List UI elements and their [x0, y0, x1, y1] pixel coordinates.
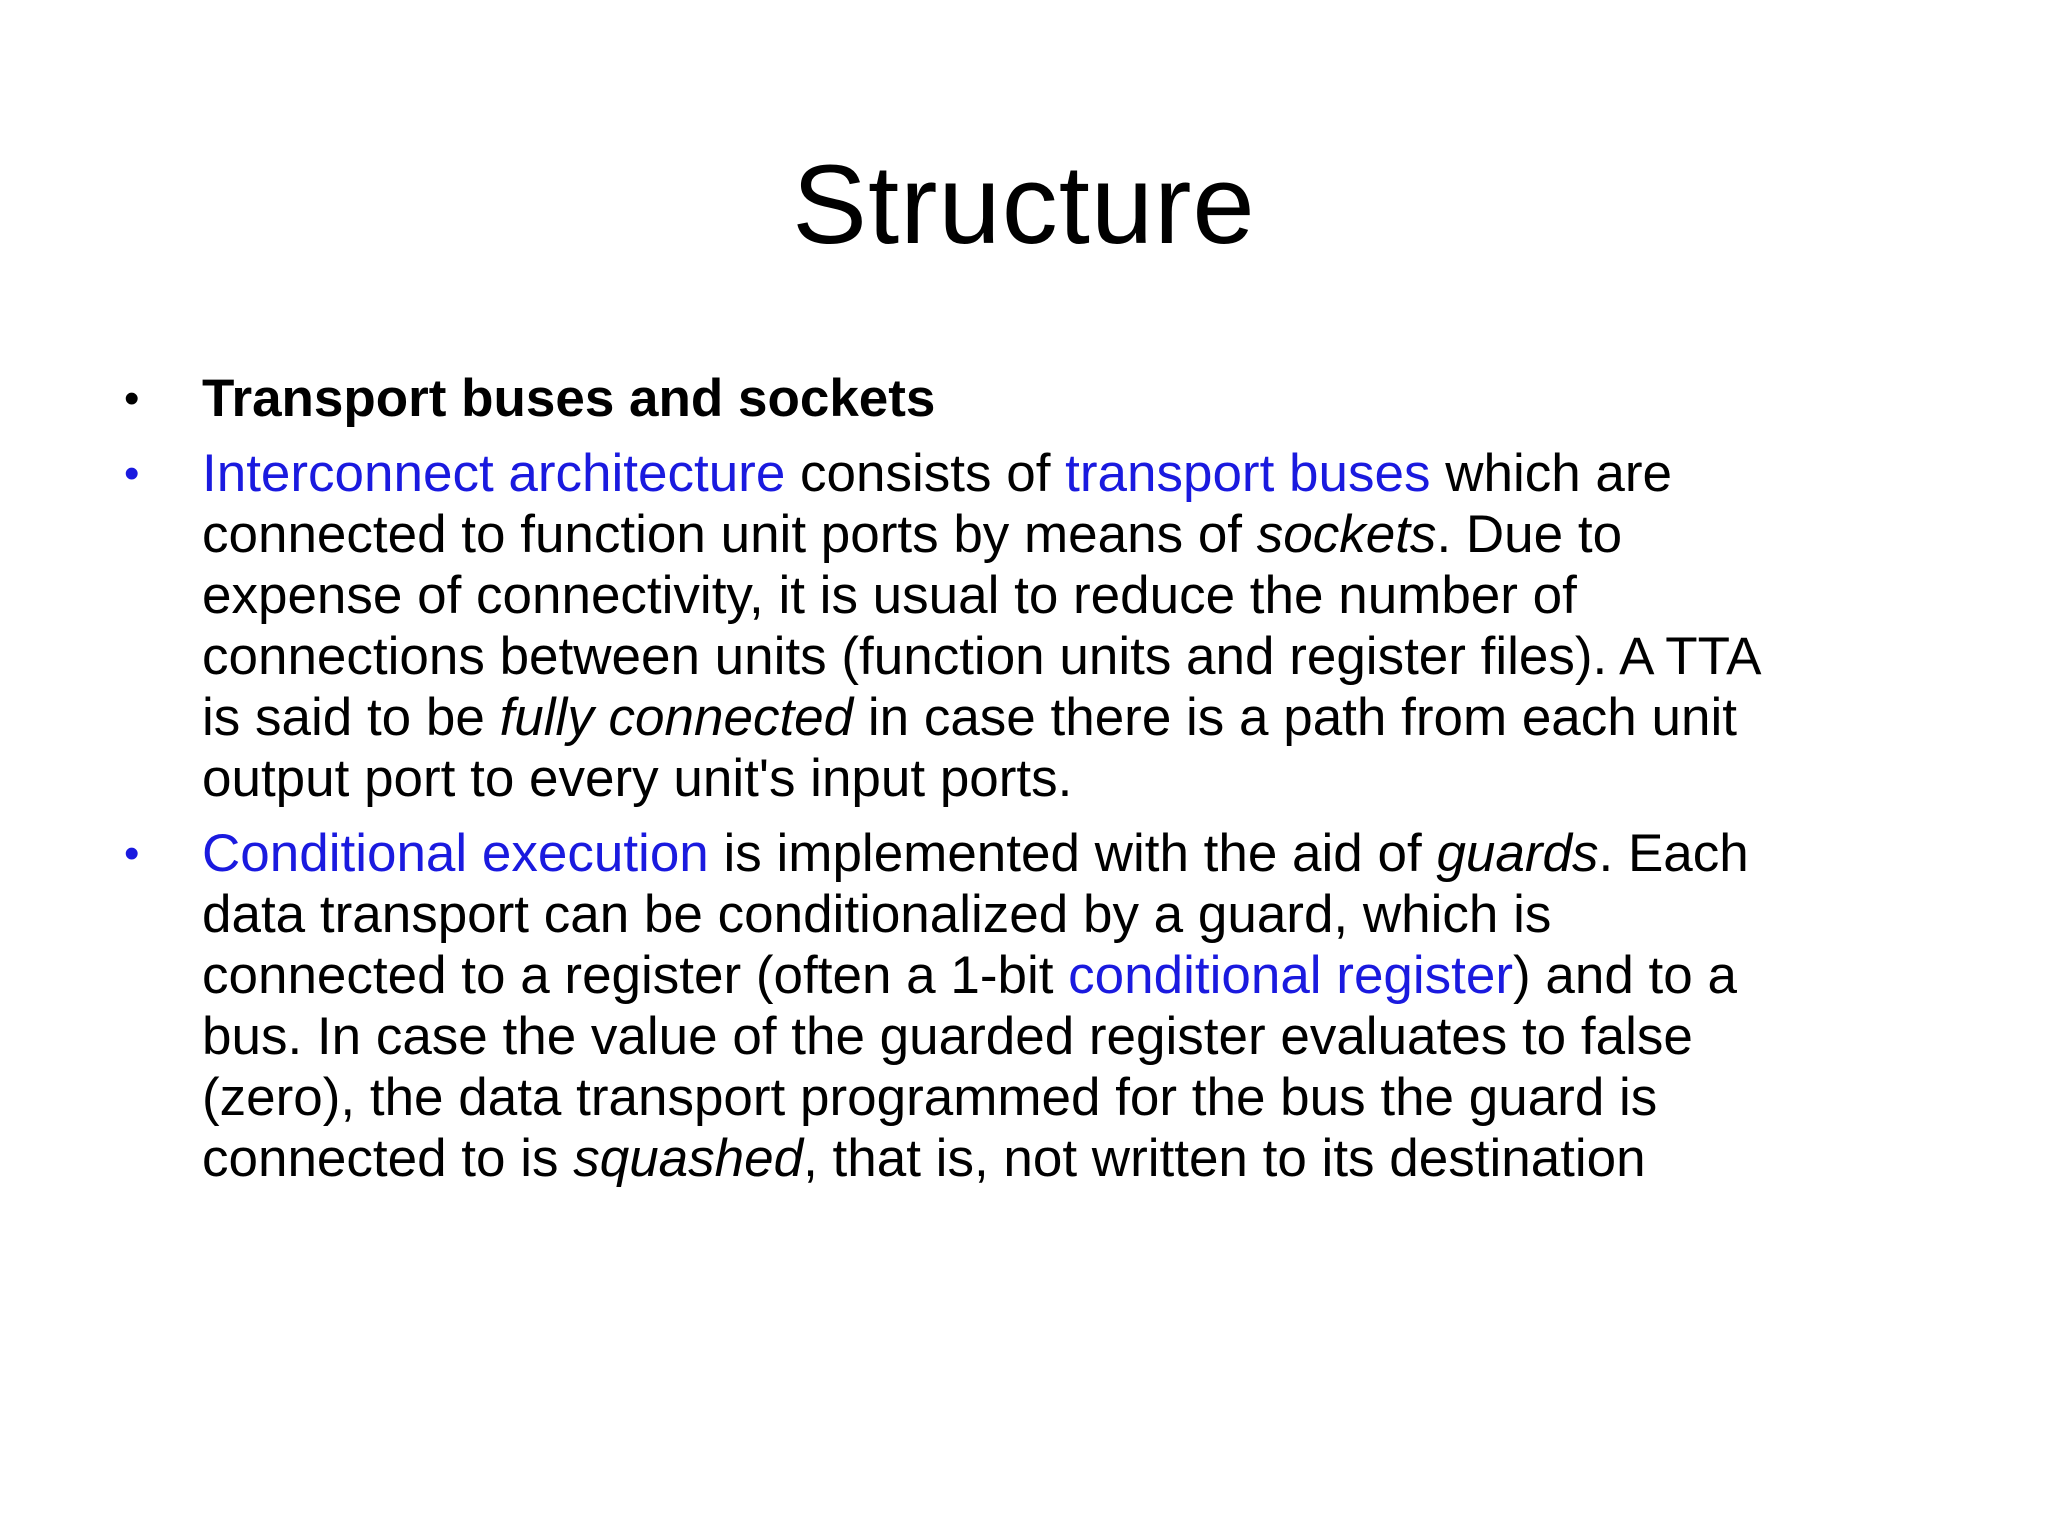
emphasized-term: sockets: [1256, 505, 1437, 564]
bullet-marker: •: [124, 829, 140, 878]
bullet-line: [202, 945, 1950, 1006]
bullet-item: [120, 368, 1950, 429]
bullet-list: [120, 368, 1950, 1203]
text-segment: data transport can be conditionalized by a guard, which is: [202, 885, 1552, 944]
text-segment: connected to function unit ports by means of: [202, 505, 1257, 564]
text-segment: consists of: [785, 444, 1066, 503]
bullet-line: [202, 443, 1950, 504]
text-segment: . Each: [1598, 824, 1749, 883]
bullet-line: [202, 368, 1950, 429]
emphasized-term: squashed: [573, 1129, 804, 1188]
bullet-line: [202, 1006, 1950, 1067]
highlighted-term: Interconnect architecture: [202, 444, 786, 503]
highlighted-term: Conditional execution: [202, 824, 709, 883]
slide-title: Structure: [792, 142, 1256, 267]
text-segment: is implemented with the aid of: [708, 824, 1437, 883]
emphasized-term: guards: [1436, 824, 1599, 883]
bullet-line: [202, 1067, 1950, 1128]
bullet-line: [202, 565, 1950, 626]
bullet-line: [202, 626, 1950, 687]
text-segment: in case there is a path from each unit: [853, 688, 1737, 747]
bullet-item: [120, 823, 1950, 1189]
text-segment: . Due to: [1436, 505, 1623, 564]
text-segment: (zero), the data transport programmed for the bus the guard is: [202, 1068, 1658, 1127]
bullet-line: [202, 884, 1950, 945]
text-segment: expense of connectivity, it is usual to reduce the number of: [202, 566, 1577, 625]
bullet-item: [120, 443, 1950, 809]
text-segment: bus. In case the value of the guarded register evaluates to false: [202, 1007, 1693, 1066]
highlighted-term: conditional register: [1068, 946, 1514, 1005]
bullet-line: [202, 748, 1950, 809]
text-segment: ) and to a: [1513, 946, 1737, 1005]
text-segment: connections between units (function units and register files). A TTA: [202, 627, 1762, 686]
text-segment: connected to is: [202, 1129, 574, 1188]
bullet-line: [202, 1128, 1950, 1189]
text-segment: Transport buses and sockets: [202, 369, 936, 428]
text-segment: which are: [1430, 444, 1673, 503]
bullet-marker: •: [124, 374, 140, 423]
highlighted-term: transport buses: [1065, 444, 1431, 503]
text-segment: , that is, not written to its destination: [803, 1129, 1646, 1188]
emphasized-term: fully connected: [499, 688, 854, 747]
text-segment: connected to a register (often a 1-bit: [202, 946, 1069, 1005]
text-segment: is said to be: [202, 688, 500, 747]
bullet-marker: •: [124, 449, 140, 498]
bullet-line: [202, 823, 1950, 884]
bullet-line: [202, 504, 1950, 565]
bullet-line: [202, 687, 1950, 748]
text-segment: output port to every unit's input ports.: [202, 749, 1073, 808]
